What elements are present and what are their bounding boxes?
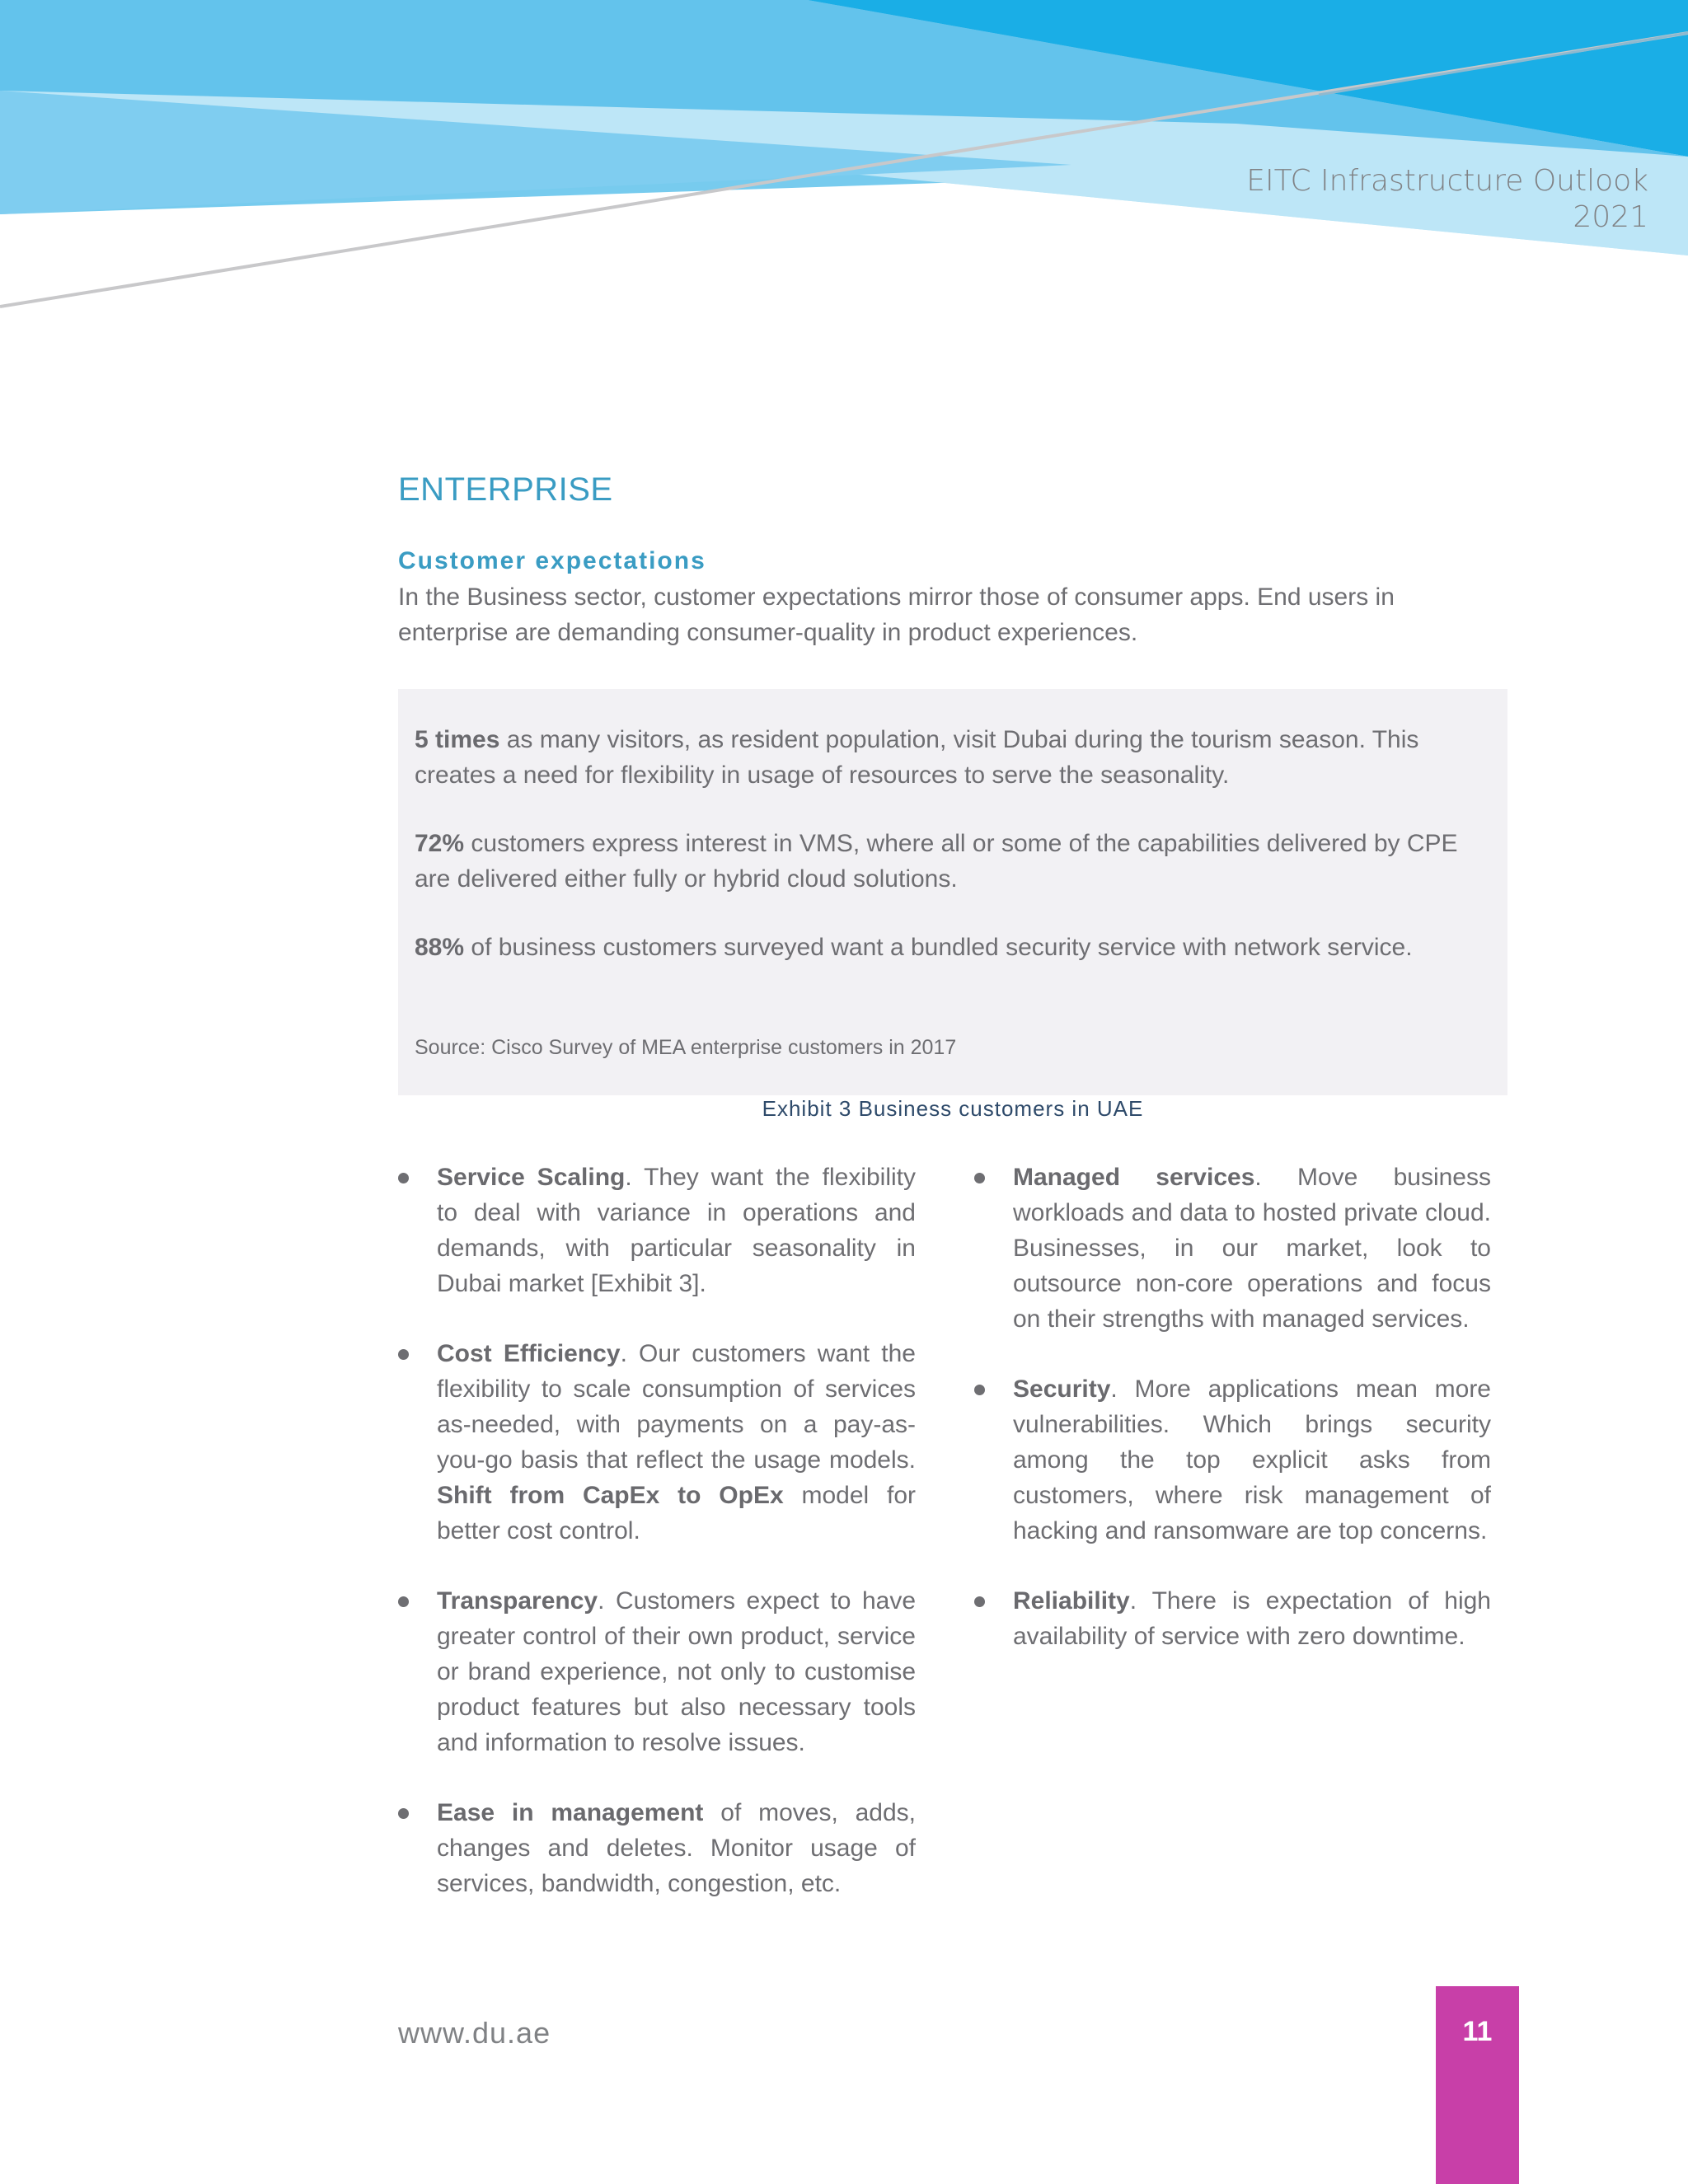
document-header-title bbox=[907, 163, 1648, 236]
bullet-title: Reliability bbox=[1013, 1587, 1130, 1615]
bullet-text: . Move business workloads and data to hosted private cloud. Businesses, in our market, look to outsource non-core operations and focus on their strengths with managed services. bbox=[1013, 1164, 1491, 1333]
bullet-icon bbox=[974, 1385, 985, 1395]
callout-text: customers express interest in VMS, where all or some of the capabilities delivered by CPE are delivered either fully or hybrid cloud solutions. bbox=[415, 830, 1458, 893]
bullet-title: Ease in management bbox=[437, 1799, 704, 1826]
section-title: ENTERPRISE bbox=[398, 471, 613, 508]
list-item bbox=[398, 1583, 916, 1760]
list-item bbox=[398, 1795, 916, 1901]
callout-text: of business customers surveyed want a bundled security service with network service. bbox=[464, 934, 1413, 961]
exhibit-caption: Exhibit 3 Business customers in UAE bbox=[762, 1096, 1144, 1121]
bullet-text-tail: model for better cost control. bbox=[437, 1482, 916, 1544]
bullet-title: Cost Efficiency bbox=[437, 1340, 621, 1367]
callout-text: as many visitors, as resident population, visit Dubai during the tourism season. This creates a need for flexibility in usage of resources to serve the seasonality. bbox=[415, 726, 1419, 789]
callout-item bbox=[415, 930, 1493, 965]
bullet-title: Security bbox=[1013, 1376, 1111, 1403]
intro-paragraph: In the Business sector, customer expectations mirror those of consumer apps. End users in enterprise are demanding consumer-quality in product experiences. bbox=[398, 583, 1395, 646]
bullet-text: . They want the flexibility to deal with variance in operations and demands, with particular seasonality in Dubai market [Exhibit 3]. bbox=[437, 1164, 917, 1297]
callout-item bbox=[415, 826, 1493, 897]
bullet-text: . Customers expect to have greater control of their own product, service or brand experience, not only to customise product features but also necessary tools and information to resolve issues. bbox=[437, 1587, 916, 1756]
subsection-title: Customer expectations bbox=[398, 547, 706, 574]
list-item bbox=[974, 1583, 1491, 1654]
list-item bbox=[398, 1336, 916, 1549]
header-title-line2: 2021 bbox=[1573, 200, 1648, 234]
stats-callout-box bbox=[398, 689, 1507, 1095]
bullet-icon bbox=[398, 1808, 409, 1819]
callout-highlight: 72% bbox=[415, 830, 465, 857]
bullet-title: Service Scaling bbox=[437, 1164, 626, 1191]
page-number-tab bbox=[1436, 1986, 1519, 2184]
header-title-line1: EITC Infrastructure Outlook bbox=[1246, 164, 1648, 198]
bullet-title: Managed services bbox=[1013, 1164, 1255, 1191]
bullet-text: of moves, adds, changes and deletes. Monitor usage of services, bandwidth, congestion, etc. bbox=[437, 1799, 917, 1897]
callout-source: Source: Cisco Survey of MEA enterprise customers in 2017 bbox=[415, 1036, 957, 1059]
bullets-left-column bbox=[398, 1160, 916, 1936]
bullet-icon bbox=[974, 1173, 985, 1183]
bullet-icon bbox=[398, 1596, 409, 1607]
callout-item bbox=[415, 722, 1493, 793]
list-item bbox=[974, 1160, 1491, 1337]
bullet-text: . There is expectation of high availability of service with zero downtime. bbox=[1013, 1587, 1491, 1650]
bullet-bold-phrase: Shift from CapEx to OpEx bbox=[437, 1482, 784, 1509]
bullet-text: . More applications mean more vulnerabilities. Which brings security among the top explicit asks from customers, where risk management of hacking and ransomware are top concerns. bbox=[1013, 1376, 1491, 1544]
bullet-text: . Our customers want the flexibility to scale consumption of services as-needed, with payments on a pay-as-you-go basis that reflect the usage models. bbox=[437, 1340, 916, 1474]
footer-website-link[interactable]: www.du.ae bbox=[398, 2016, 551, 2050]
bullet-icon bbox=[398, 1349, 409, 1360]
bullet-title: Transparency bbox=[437, 1587, 598, 1615]
page-number: 11 bbox=[1462, 2016, 1493, 2047]
list-item bbox=[974, 1371, 1491, 1549]
bullet-icon bbox=[398, 1173, 409, 1183]
list-item bbox=[398, 1160, 916, 1301]
callout-highlight: 5 times bbox=[415, 726, 500, 753]
bullet-icon bbox=[974, 1596, 985, 1607]
bullets-right-column bbox=[974, 1160, 1491, 1689]
callout-highlight: 88% bbox=[415, 934, 465, 961]
